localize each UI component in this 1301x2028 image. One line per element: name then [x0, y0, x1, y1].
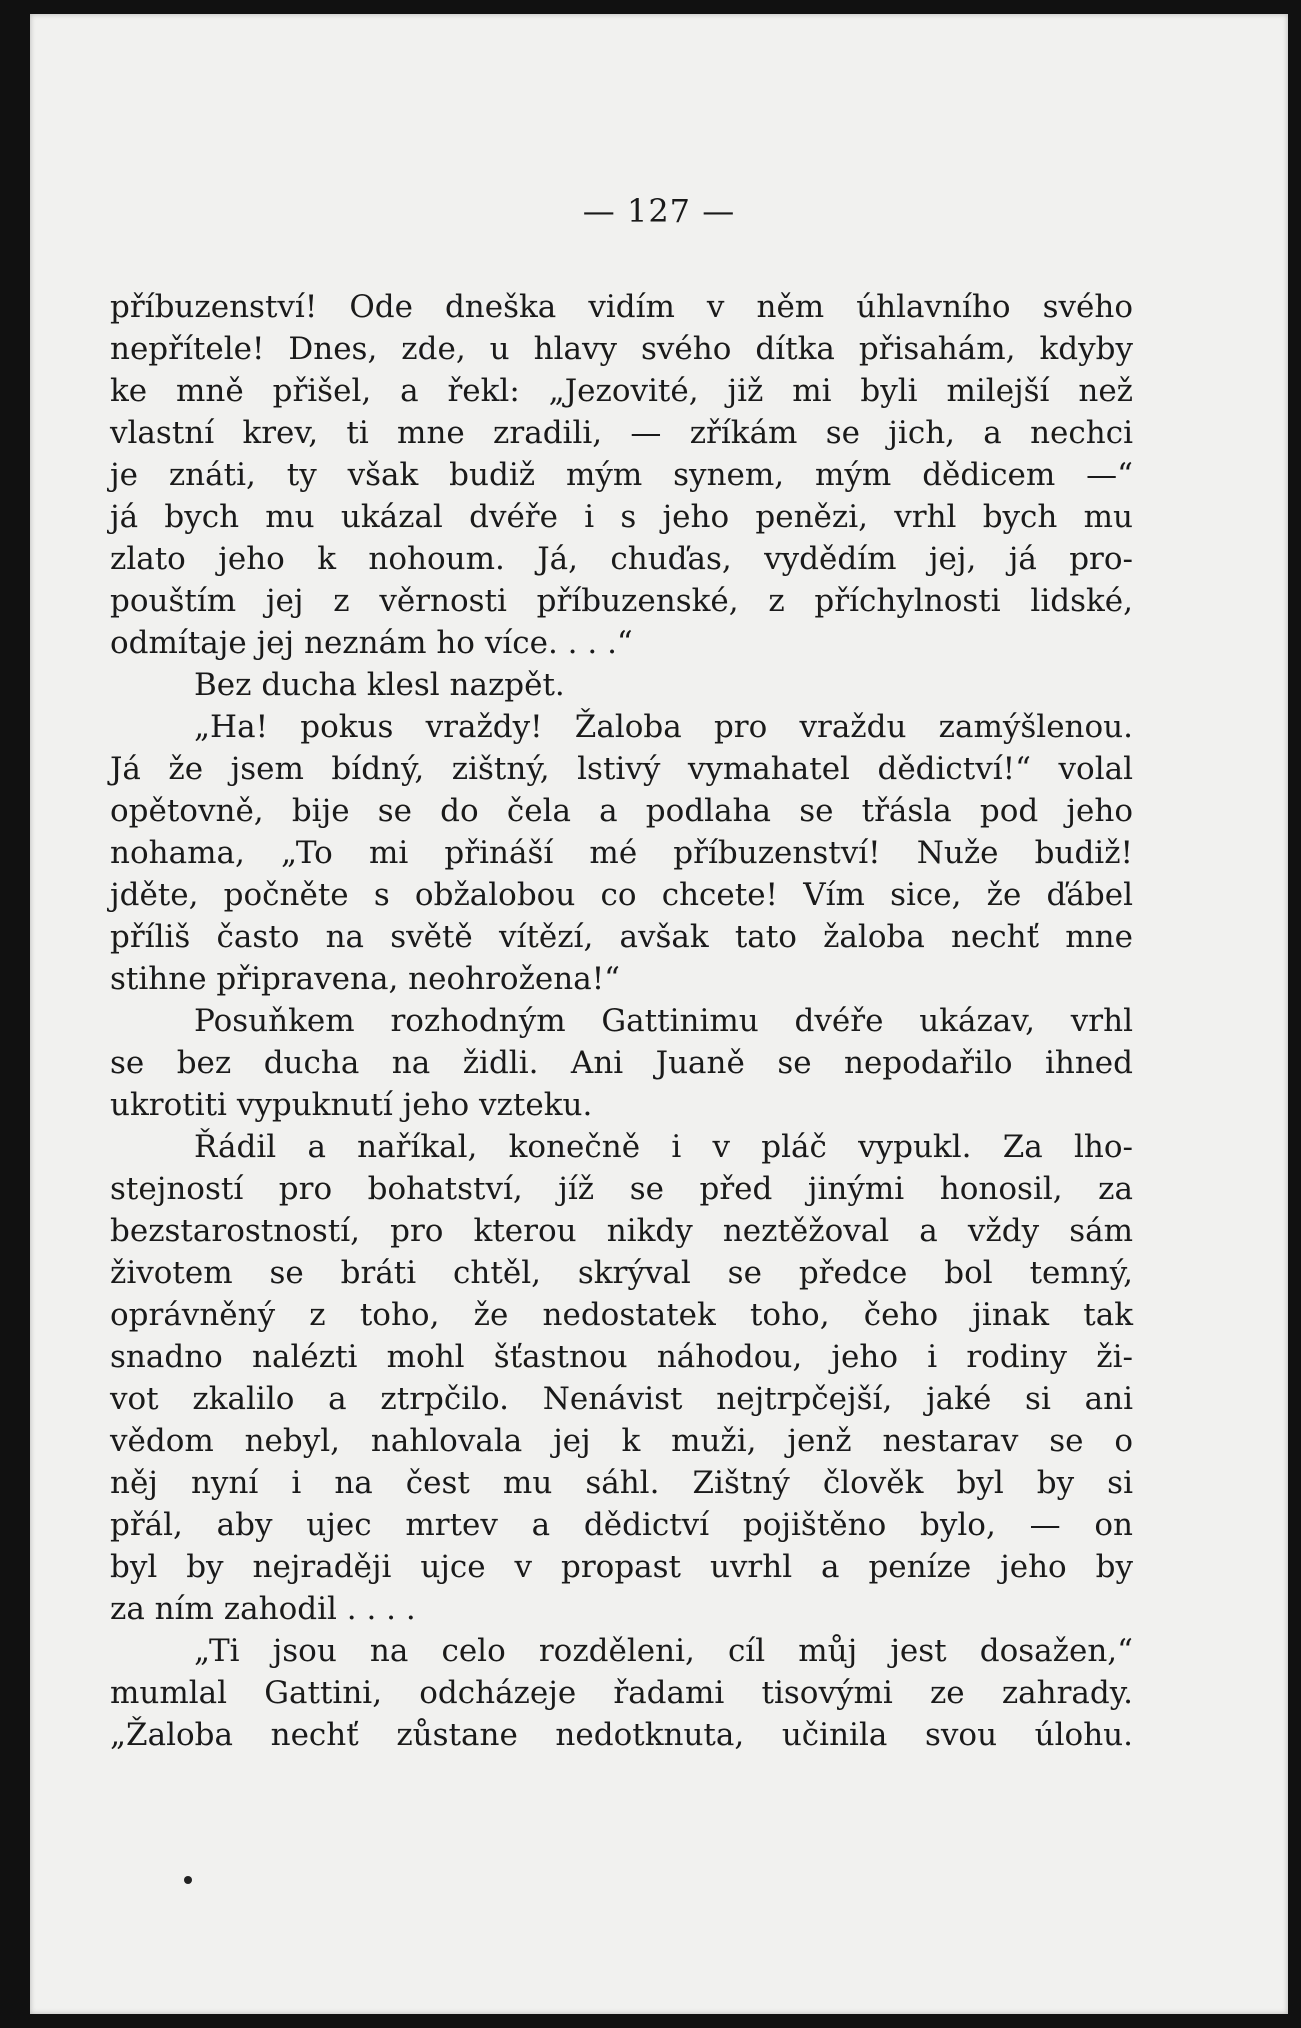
text-line: já bych mu ukázal dvéře i s jeho penězi, vrhl bych mu	[110, 499, 1133, 535]
text-line: opětovně, bije se do čela a podlaha se třásla pod jeho	[110, 793, 1133, 829]
text-line: stihne připravena, neohrožena!“	[110, 961, 621, 997]
text-line: snadno nalézti mohl šťastnou náhodou, jeho i rodiny ži-	[110, 1339, 1133, 1375]
text-line: přál, aby ujec mrtev a dědictví pojištěno bylo, — on	[110, 1507, 1133, 1543]
text-line: nohama, „To mi přináší mé příbuzenství! Nuže budiž!	[110, 835, 1133, 871]
text-line: se bez ducha na židli. Ani Juaně se nepodařilo ihned	[110, 1045, 1133, 1081]
text-line: vot zkalilo a ztrpčilo. Nenávist nejtrpčejší, jaké si ani	[110, 1381, 1133, 1417]
text-line: oprávněný z toho, že nedostatek toho, čeho jinak tak	[110, 1297, 1133, 1333]
text-line: příliš často na světě vítězí, avšak tato žaloba nechť mne	[110, 919, 1133, 955]
text-line: „Ti jsou na celo rozděleni, cíl můj jest dosažen,“	[194, 1633, 1133, 1669]
text-line: „Žaloba nechť zůstane nedotknuta, učinila svou úlohu.	[110, 1717, 1133, 1753]
text-line: jděte, počněte s obžalobou co chcete! Vím sice, že ďábel	[110, 877, 1133, 913]
page-number: — 127 —	[582, 192, 736, 230]
text-line: vědom nebyl, nahlovala jej k muži, jenž nestarav se o	[110, 1423, 1133, 1459]
text-line: „Ha! pokus vraždy! Žaloba pro vraždu zamýšlenou.	[194, 709, 1133, 745]
text-line: mumlal Gattini, odcházeje řadami tisovými ze zahrady.	[110, 1675, 1133, 1711]
text-line: vlastní krev, ti mne zradili, — zříkám se jich, a nechci	[110, 415, 1133, 451]
text-line: za ním zahodil . . . .	[110, 1591, 416, 1627]
text-line: Já že jsem bídný, zištný, lstivý vymahatel dědictví!“ volal	[110, 751, 1133, 787]
text-line: stejností pro bohatství, jíž se před jinými honosil, za	[110, 1171, 1133, 1207]
text-line: Řádil a naříkal, konečně i v pláč vypukl. Za lho-	[194, 1129, 1133, 1165]
text-line: ukrotiti vypuknutí jeho vzteku.	[110, 1087, 593, 1123]
text-line: něj nyní i na čest mu sáhl. Zištný člověk byl by si	[110, 1465, 1133, 1501]
text-line: bezstarostností, pro kterou nikdy neztěžoval a vždy sám	[110, 1213, 1133, 1249]
text-line: příbuzenství! Ode dneška vidím v něm úhlavního svého	[110, 289, 1133, 325]
text-line: zlato jeho k nohoum. Já, chuďas, vydědím jej, já pro-	[110, 541, 1133, 577]
text-line: ke mně přišel, a řekl: „Jezovité, již mi byli milejší než	[110, 373, 1133, 409]
text-line: nepřítele! Dnes, zde, u hlavy svého dítka přisahám, kdyby	[110, 331, 1133, 367]
text-line: Posuňkem rozhodným Gattinimu dvéře ukázav, vrhl	[194, 1003, 1133, 1039]
text-line: pouštím jej z věrnosti příbuzenské, z příchylnosti lidské,	[110, 583, 1133, 619]
text-line: odmítaje jej neznám ho více. . . .“	[110, 625, 633, 661]
body-text	[110, 286, 1133, 1756]
book-page	[30, 14, 1288, 2014]
text-line: je znáti, ty však budiž mým synem, mým dědicem —“	[110, 457, 1133, 493]
text-line: Bez ducha klesl nazpět.	[194, 667, 565, 703]
ink-speck	[184, 1876, 192, 1884]
text-line: byl by nejraději ujce v propast uvrhl a peníze jeho by	[110, 1549, 1133, 1585]
text-line: životem se bráti chtěl, skrýval se předce bol temný,	[110, 1255, 1133, 1291]
